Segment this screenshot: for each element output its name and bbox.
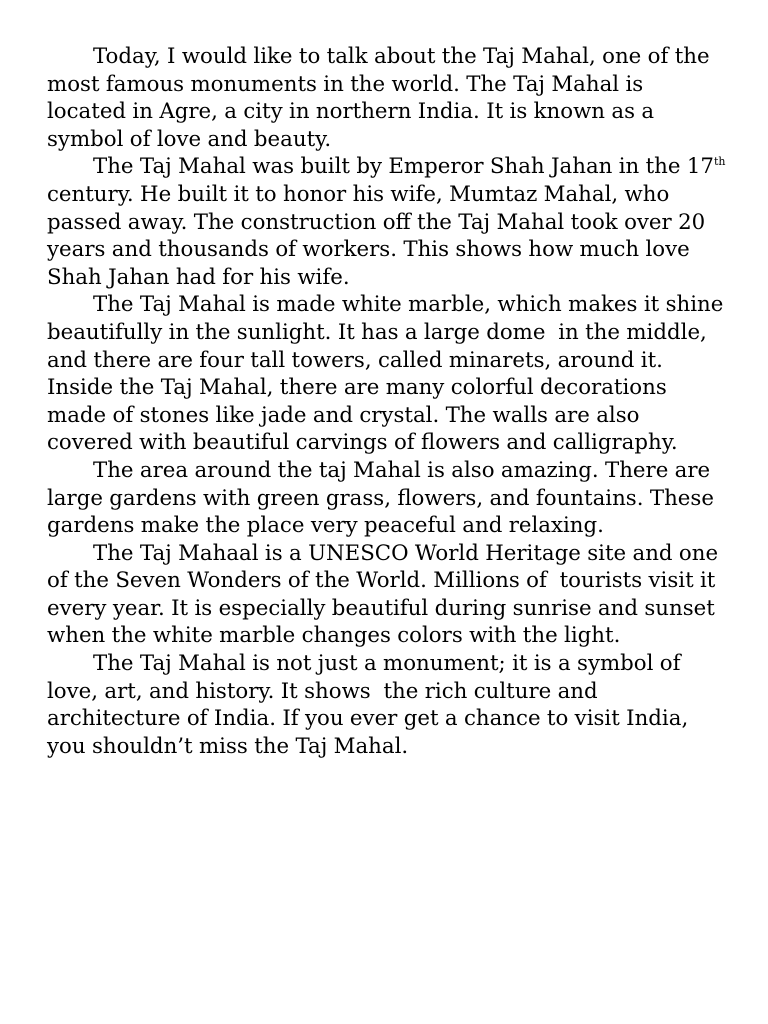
document-body (47, 43, 732, 760)
paragraph-conclusion (47, 650, 727, 760)
paragraph-history (47, 153, 732, 291)
paragraph-heritage (47, 540, 727, 650)
ordinal-superscript: th (713, 155, 726, 169)
paragraph-architecture (47, 291, 730, 457)
paragraph-text: The Taj Mahal is not just a monument; it is a symbol of love, art, and history. It shows the rich culture and architecture of India. If you ever get a chance to visit India, you shouldn’t miss the Taj Mahal. (47, 651, 695, 759)
paragraph-text: The Taj Mahaal is a UNESCO World Heritage site and one of the Seven Wonders of the World. Millions of tourists visit it every year. It is especially beautiful during sunrise and sunset when the white marble changes colors with the light. (47, 540, 725, 649)
paragraph-text-part-1: The Taj Mahal was built by Emperor Shah Jahan in the 17 (93, 154, 714, 180)
paragraph-text-part-2: century. He built it to honor his wife, Mumtaz Mahal, who passed away. The construction off the Taj Mahal took over 20 years and thousands of workers. This shows how much love Shah Jahan had for his wife. (47, 154, 732, 290)
paragraph-text: Today, I would like to talk about the Taj Mahal, one of the most famous monuments in the world. The Taj Mahal is located in Agre, a city in northern India. It is known as a symbol of love and beauty. (47, 44, 716, 152)
paragraph-gardens (47, 457, 727, 540)
paragraph-text: The area around the taj Mahal is also amazing. There are large gardens with green grass, flowers, and fountains. These gardens make the place very peaceful and relaxing. (47, 457, 721, 539)
paragraph-text: The Taj Mahal is made white marble, which makes it shine beautifully in the sunlight. It has a large dome in the middle, and there are four tall towers, called minarets, around it. Inside the Taj Mahal, there are many colorful decorations made of stones like jade and crystal. The walls are also covered with beautiful carvings of flowers and calligraphy. (47, 292, 730, 456)
paragraph-intro (47, 43, 727, 153)
